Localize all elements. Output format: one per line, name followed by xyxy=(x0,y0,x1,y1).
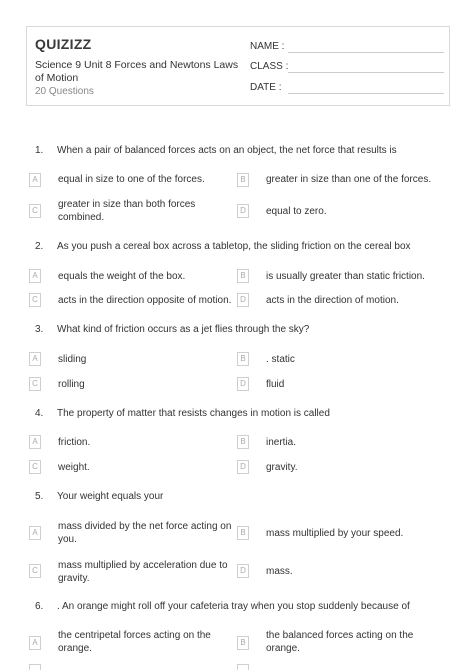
question-number: 3. xyxy=(35,324,44,335)
option-letter-box[interactable]: B xyxy=(237,636,249,650)
option-letter-box[interactable]: D xyxy=(237,460,249,474)
question-number: 5. xyxy=(35,491,44,502)
option-letter-box[interactable]: D xyxy=(237,564,249,578)
question-number: 6. xyxy=(35,601,44,612)
option-letter-box[interactable]: A xyxy=(29,269,41,283)
worksheet-header xyxy=(26,26,450,106)
option-text[interactable]: weight. xyxy=(58,462,90,473)
option-letter-box[interactable]: A xyxy=(29,352,41,366)
option-text[interactable]: equal to zero. xyxy=(266,206,327,217)
option-letter-box[interactable]: C xyxy=(29,293,41,307)
option-letter-box-partial xyxy=(29,664,41,670)
option-letter-box[interactable]: A xyxy=(29,435,41,449)
option-letter-box[interactable]: A xyxy=(29,526,41,540)
date-label: DATE : xyxy=(250,82,282,93)
question-text: Your weight equals your xyxy=(57,491,164,502)
option-letter-box[interactable]: B xyxy=(237,526,249,540)
option-letter-box[interactable]: A xyxy=(29,173,41,187)
question-text: . An orange might roll off your cafeteria tray when you stop suddenly because of xyxy=(57,601,410,612)
option-text[interactable]: greater in size than both forces combined. xyxy=(58,199,196,223)
option-text[interactable]: . static xyxy=(266,354,295,365)
option-text[interactable]: acts in the direction opposite of motion. xyxy=(58,295,232,306)
question-text: When a pair of balanced forces acts on an object, the net force that results is xyxy=(57,145,397,156)
option-text[interactable]: inertia. xyxy=(266,437,297,448)
option-letter-box[interactable]: B xyxy=(237,269,249,283)
question-text: What kind of friction occurs as a jet flies through the sky? xyxy=(57,324,310,335)
option-text[interactable]: mass divided by the net force acting on you. xyxy=(58,521,232,545)
option-text[interactable]: the balanced forces acting on the orange. xyxy=(266,630,414,654)
name-field[interactable] xyxy=(250,41,284,52)
name-line xyxy=(288,52,444,53)
option-letter-box[interactable]: C xyxy=(29,564,41,578)
option-text[interactable]: friction. xyxy=(58,437,91,448)
quizizz-logo: QUIZIZZ xyxy=(35,36,92,52)
class-label: CLASS : xyxy=(250,61,289,72)
class-line xyxy=(288,72,444,73)
option-text[interactable]: gravity. xyxy=(266,462,298,473)
option-text[interactable]: mass. xyxy=(266,566,293,577)
option-letter-box[interactable]: C xyxy=(29,377,41,391)
name-label: NAME : xyxy=(250,41,285,52)
option-text[interactable]: sliding xyxy=(58,354,87,365)
date-field[interactable] xyxy=(250,82,281,93)
option-letter-box[interactable]: C xyxy=(29,204,41,218)
question-number: 4. xyxy=(35,408,44,419)
option-letter-box[interactable]: C xyxy=(29,460,41,474)
question-text: As you push a cereal box across a tabletop, the sliding friction on the cereal box xyxy=(57,241,411,252)
question-number: 2. xyxy=(35,241,44,252)
option-letter-box[interactable]: D xyxy=(237,204,249,218)
option-text[interactable]: acts in the direction of motion. xyxy=(266,295,399,306)
option-text[interactable]: equals the weight of the box. xyxy=(58,271,186,282)
option-text[interactable]: is usually greater than static friction. xyxy=(266,271,425,282)
date-line xyxy=(288,93,444,94)
option-text[interactable]: greater in size than one of the forces. xyxy=(266,174,432,185)
option-text[interactable]: equal in size to one of the forces. xyxy=(58,174,205,185)
option-letter-box[interactable]: D xyxy=(237,377,249,391)
option-text[interactable]: fluid xyxy=(266,379,285,390)
option-letter-box[interactable]: A xyxy=(29,636,41,650)
option-text[interactable]: mass multiplied by acceleration due to gravity. xyxy=(58,560,228,584)
option-letter-box[interactable]: B xyxy=(237,352,249,366)
option-text[interactable]: the centripetal forces acting on the orange. xyxy=(58,630,211,654)
option-letter-box[interactable]: B xyxy=(237,435,249,449)
question-count: 20 Questions xyxy=(35,86,94,97)
worksheet-title: Science 9 Unit 8 Forces and Newtons Laws of Motion xyxy=(35,59,239,84)
question-text: The property of matter that resists changes in motion is called xyxy=(57,408,330,419)
option-letter-box[interactable]: B xyxy=(237,173,249,187)
class-field[interactable] xyxy=(250,61,288,72)
question-number: 1. xyxy=(35,145,44,156)
option-text[interactable]: mass multiplied by your speed. xyxy=(266,528,404,539)
option-letter-box-partial xyxy=(237,664,249,670)
option-text[interactable]: rolling xyxy=(58,379,85,390)
option-letter-box[interactable]: D xyxy=(237,293,249,307)
